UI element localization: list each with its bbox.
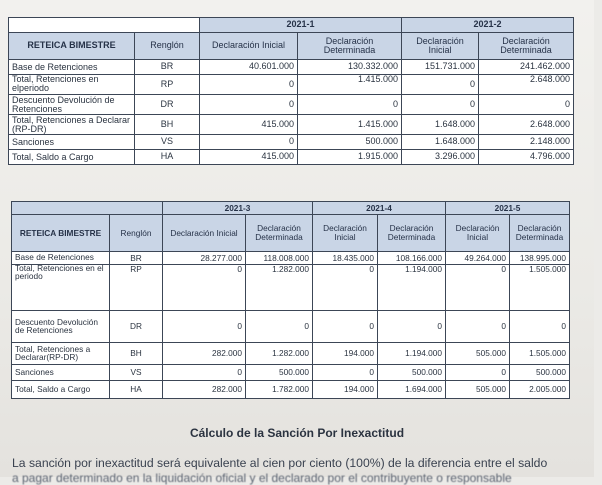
row-code: DR — [135, 95, 200, 115]
row-label: Sanciones — [12, 365, 110, 381]
row-label: Base de Retenciones — [12, 252, 110, 265]
row-label: Total, Retenciones en el periodo — [12, 265, 110, 311]
row-label: Total, Saldo a Cargo — [12, 381, 110, 399]
row-label: Total, Retenciones a Declarar(RP-DR) — [12, 343, 110, 365]
blank-corner — [9, 18, 200, 33]
table-row — [9, 75, 574, 95]
value-cell: 2.148.000 — [479, 135, 574, 150]
row-code: BR — [135, 60, 200, 75]
value-cell: 505.000 — [446, 381, 510, 399]
row-code: BR — [110, 252, 163, 265]
value-cell: 282.000 — [163, 381, 246, 399]
value-cell: 1.415.000 — [298, 75, 402, 95]
row-code: BH — [110, 343, 163, 365]
value-cell: 0 — [163, 265, 246, 311]
row-label: Descuento Devolución de Retenciones — [9, 95, 135, 115]
value-cell: 0 — [313, 265, 378, 311]
value-cell: 1.648.000 — [402, 115, 479, 135]
value-cell: 500.000 — [378, 365, 446, 381]
row-code: RP — [110, 265, 163, 311]
value-cell: 0 — [446, 265, 510, 311]
table-row — [9, 95, 574, 115]
concept-header: RETEICA BIMESTRE — [9, 33, 135, 60]
table-row — [12, 365, 570, 381]
value-cell: 1.505.000 — [510, 343, 570, 365]
value-cell: 0 — [163, 365, 246, 381]
row-label: Total, Retenciones a Declarar (RP-DR) — [9, 115, 135, 135]
value-cell: 4.796.000 — [479, 150, 574, 165]
value-cell: 3.296.000 — [402, 150, 479, 165]
value-cell: 2.648.000 — [479, 115, 574, 135]
row-label: Total, Saldo a Cargo — [9, 150, 135, 165]
value-cell: 415.000 — [200, 115, 298, 135]
value-cell: 1.282.000 — [246, 265, 313, 311]
column-header: Declaración Inicial — [200, 33, 298, 60]
row-code: VS — [135, 135, 200, 150]
row-label: Total, Retenciones en elperiodo — [9, 75, 135, 95]
value-cell: 0 — [313, 365, 378, 381]
table-row — [9, 135, 574, 150]
value-cell: 151.731.000 — [402, 60, 479, 75]
column-header: Declaración Determinada — [298, 33, 402, 60]
column-header: Declaración Inicial — [446, 215, 510, 252]
value-cell: 1.194.000 — [378, 343, 446, 365]
period-header: 2021-5 — [446, 202, 570, 215]
value-cell: 1.282.000 — [246, 343, 313, 365]
value-cell: 1.782.000 — [246, 381, 313, 399]
renglon-header: Renglón — [135, 33, 200, 60]
value-cell: 0 — [200, 95, 298, 115]
table-row — [12, 343, 570, 365]
value-cell: 505.000 — [446, 343, 510, 365]
value-cell: 1.648.000 — [402, 135, 479, 150]
value-cell: 0 — [479, 95, 574, 115]
body-paragraph: La sanción por inexactitud será equivalente al cien por ciento (100%) de la diferencia entre el saldo — [12, 456, 548, 470]
value-cell: 0 — [446, 311, 510, 343]
column-header: Declaración Inicial — [402, 33, 479, 60]
value-cell: 1.915.000 — [298, 150, 402, 165]
row-code: HA — [135, 150, 200, 165]
period-header: 2021-3 — [163, 202, 313, 215]
value-cell: 500.000 — [246, 365, 313, 381]
value-cell: 0 — [246, 311, 313, 343]
value-cell: 0 — [313, 311, 378, 343]
period-header: 2021-4 — [313, 202, 446, 215]
value-cell: 0 — [378, 311, 446, 343]
value-cell: 49.264.000 — [446, 252, 510, 265]
value-cell: 194.000 — [313, 343, 378, 365]
concept-header: RETEICA BIMESTRE — [12, 215, 110, 252]
value-cell: 241.462.000 — [479, 60, 574, 75]
section-title: Cálculo de la Sanción Por Inexactitud — [189, 426, 405, 440]
reteica-table-2021-1-2 — [8, 17, 574, 165]
value-cell: 194.000 — [313, 381, 378, 399]
value-cell: 28.277.000 — [163, 252, 246, 265]
value-cell: 108.166.000 — [378, 252, 446, 265]
value-cell: 0 — [200, 75, 298, 95]
reteica-table-2021-3-5 — [11, 201, 570, 399]
table-row — [12, 265, 570, 311]
blank-corner — [12, 202, 163, 215]
value-cell: 0 — [446, 365, 510, 381]
value-cell: 500.000 — [510, 365, 570, 381]
value-cell: 0 — [163, 311, 246, 343]
value-cell: 1.694.000 — [378, 381, 446, 399]
column-header: Declaración Determinada — [378, 215, 446, 252]
period-header: 2021-2 — [402, 18, 574, 33]
column-header: Declaración Determinada — [246, 215, 313, 252]
value-cell: 0 — [402, 75, 479, 95]
row-code: RP — [135, 75, 200, 95]
value-cell: 138.995.000 — [510, 252, 570, 265]
table-row — [9, 115, 574, 135]
value-cell: 130.332.000 — [298, 60, 402, 75]
row-label: Sanciones — [9, 135, 135, 150]
row-code: HA — [110, 381, 163, 399]
value-cell: 282.000 — [163, 343, 246, 365]
period-header: 2021-1 — [200, 18, 402, 33]
column-header: Declaración Determinada — [510, 215, 570, 252]
row-code: VS — [110, 365, 163, 381]
value-cell: 0 — [402, 95, 479, 115]
table-row — [9, 150, 574, 165]
row-code: BH — [135, 115, 200, 135]
value-cell: 0 — [200, 135, 298, 150]
row-code: DR — [110, 311, 163, 343]
row-label: Base de Retenciones — [9, 60, 135, 75]
value-cell: 500.000 — [298, 135, 402, 150]
value-cell: 0 — [298, 95, 402, 115]
value-cell: 2.005.000 — [510, 381, 570, 399]
value-cell: 18.435.000 — [313, 252, 378, 265]
value-cell: 2.648.000 — [479, 75, 574, 95]
value-cell: 1.505.000 — [510, 265, 570, 311]
renglon-header: Renglón — [110, 215, 163, 252]
table-row — [12, 311, 570, 343]
body-paragraph-cut-line: a pagar determinado en la liquidación oficial y el declarado por el contribuyente o responsable — [12, 471, 512, 485]
value-cell: 1.415.000 — [298, 115, 402, 135]
value-cell: 1.194.000 — [378, 265, 446, 311]
value-cell: 415.000 — [200, 150, 298, 165]
value-cell: 118.008.000 — [246, 252, 313, 265]
row-label: Descuento Devolución de Retenciones — [12, 311, 110, 343]
value-cell: 0 — [510, 311, 570, 343]
value-cell: 40.601.000 — [200, 60, 298, 75]
column-header: Declaración Inicial — [163, 215, 246, 252]
table-row — [12, 381, 570, 399]
table-row — [9, 60, 574, 75]
column-header: Declaración Inicial — [313, 215, 378, 252]
column-header: Declaración Determinada — [479, 33, 574, 60]
